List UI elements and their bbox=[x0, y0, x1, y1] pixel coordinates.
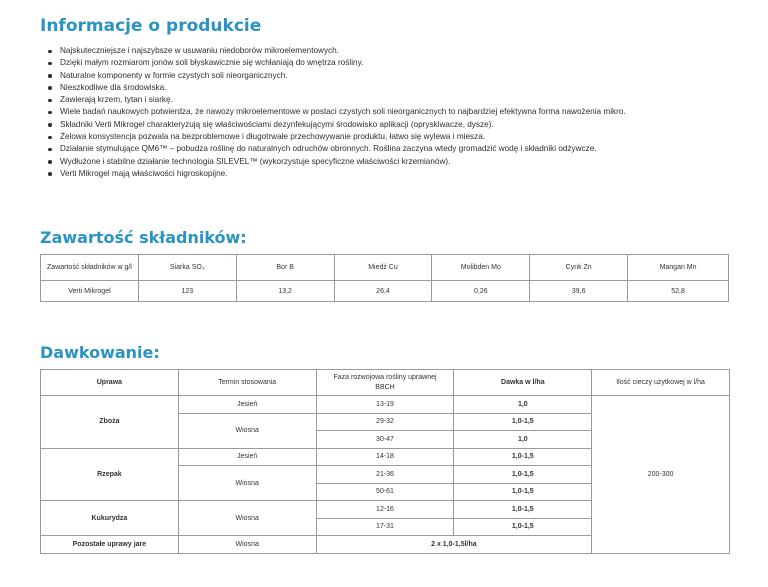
dose-cell: 1,0-1,5 bbox=[454, 413, 592, 431]
header-cell: Bor B bbox=[236, 255, 334, 281]
composition-table bbox=[40, 254, 729, 302]
table-cell: 26,4 bbox=[334, 281, 432, 302]
phase-cell: 13-19 bbox=[316, 396, 454, 414]
list-item: Nieszkodliwe dla środowiska. bbox=[60, 82, 740, 94]
header-cell: Termin stosowania bbox=[178, 370, 316, 396]
term-cell: Wiosna bbox=[178, 536, 316, 554]
table-row bbox=[41, 396, 730, 414]
table-cell: Verti Mikrogel bbox=[41, 281, 139, 302]
header-cell: Molibden Mo bbox=[432, 255, 530, 281]
dose-cell: 1,0-1,5 bbox=[454, 483, 592, 501]
dose-cell: 1,0 bbox=[454, 396, 592, 414]
header-cell: Miedź Cu bbox=[334, 255, 432, 281]
table-cell: 0,26 bbox=[432, 281, 530, 302]
list-item: Zawierają krzem, tytan i siarkę. bbox=[60, 94, 740, 106]
term-cell: Jesień bbox=[178, 448, 316, 466]
header-cell: Siarka SO₃ bbox=[138, 255, 236, 281]
header-cell: Uprawa bbox=[41, 370, 179, 396]
term-cell: Jesień bbox=[178, 396, 316, 414]
list-item: Najskuteczniejsze i najszybsze w usuwaniu niedoborów mikroelementowych. bbox=[60, 45, 740, 57]
term-cell: Wiosna bbox=[178, 466, 316, 501]
phase-cell: 50-61 bbox=[316, 483, 454, 501]
header-cell: Zawartość składników w g/l bbox=[41, 255, 139, 281]
section-title-product-info: Informacje o produkcie bbox=[40, 16, 262, 36]
dose-cell: 2 x 1,0-1,5l/ha bbox=[316, 536, 592, 554]
header-cell: Ilość cieczy użytkowej w l/ha bbox=[592, 370, 730, 396]
list-item: Działanie stymulujące QM6™ – pobudza roślinę do naturalnych odruchów obronnych. Roślina zaczyna wtedy gromadzić wodę i składniki odżywcze. bbox=[60, 143, 740, 155]
list-item: Verti Mikrogel mają właściwości higroskopijne. bbox=[60, 168, 740, 180]
list-item: Wydłużone i stabilne działanie technologia SILEVEL™ (wykorzystuje specyficzne właściwości krzemianów). bbox=[60, 156, 740, 168]
header-cell: Cynk Zn bbox=[530, 255, 628, 281]
list-item: Żelowa konsystencja pozwala na bezproblemowe i długotrwałe przechowywanie produktu, łatwo się wylewa i miesza. bbox=[60, 131, 740, 143]
phase-cell: 17-31 bbox=[316, 518, 454, 536]
header-cell: Faza rozwojowa rośliny uprawnej BBCH bbox=[316, 370, 454, 396]
table-cell: 13,2 bbox=[236, 281, 334, 302]
section-title-composition: Zawartość składników: bbox=[40, 228, 247, 247]
dose-cell: 1,0 bbox=[454, 431, 592, 449]
phase-cell: 14-18 bbox=[316, 448, 454, 466]
list-item: Naturalne komponenty w formie czystych soli nieorganicznych. bbox=[60, 70, 740, 82]
table-cell: 123 bbox=[138, 281, 236, 302]
dose-cell: 1,0-1,5 bbox=[454, 501, 592, 519]
table-cell: 39,6 bbox=[530, 281, 628, 302]
table-header-row bbox=[41, 370, 730, 396]
phase-cell: 21-36 bbox=[316, 466, 454, 484]
crop-cell: Kukurydza bbox=[41, 501, 179, 536]
feature-list bbox=[60, 45, 740, 180]
term-cell: Wiosna bbox=[178, 413, 316, 448]
table-cell: 52,8 bbox=[628, 281, 729, 302]
dosage-table bbox=[40, 369, 730, 554]
dose-cell: 1,0-1,5 bbox=[454, 448, 592, 466]
crop-cell: Zboża bbox=[41, 396, 179, 449]
list-item: Wiele badań naukowych potwierdza, że nawozy mikroelementowe w postaci czystych soli nieorganicznych to najbardziej efektywna forma nawożenia mikro. bbox=[60, 106, 740, 118]
water-cell: 200-300 bbox=[592, 396, 730, 554]
header-cell: Mangan Mn bbox=[628, 255, 729, 281]
phase-cell: 29-32 bbox=[316, 413, 454, 431]
crop-cell: Pozostałe uprawy jare bbox=[41, 536, 179, 554]
dose-cell: 1,0-1,5 bbox=[454, 518, 592, 536]
phase-cell: 12-16 bbox=[316, 501, 454, 519]
table-row bbox=[41, 281, 729, 302]
crop-cell: Rzepak bbox=[41, 448, 179, 501]
table-header-row bbox=[41, 255, 729, 281]
list-item: Dzięki małym rozmiarom jonów soli błyskawicznie się wchłaniają do wnętrza rośliny. bbox=[60, 57, 740, 69]
phase-cell: 30-47 bbox=[316, 431, 454, 449]
dose-cell: 1,0-1,5 bbox=[454, 466, 592, 484]
list-item: Składniki Verti Mikrogel charakteryzują się właściwościami dezynfekującymi środowisko aplikacji (opryskiwacze, dysze). bbox=[60, 119, 740, 131]
header-cell: Dawka w l/ha bbox=[454, 370, 592, 396]
section-title-dosage: Dawkowanie: bbox=[40, 343, 160, 362]
term-cell: Wiosna bbox=[178, 501, 316, 536]
